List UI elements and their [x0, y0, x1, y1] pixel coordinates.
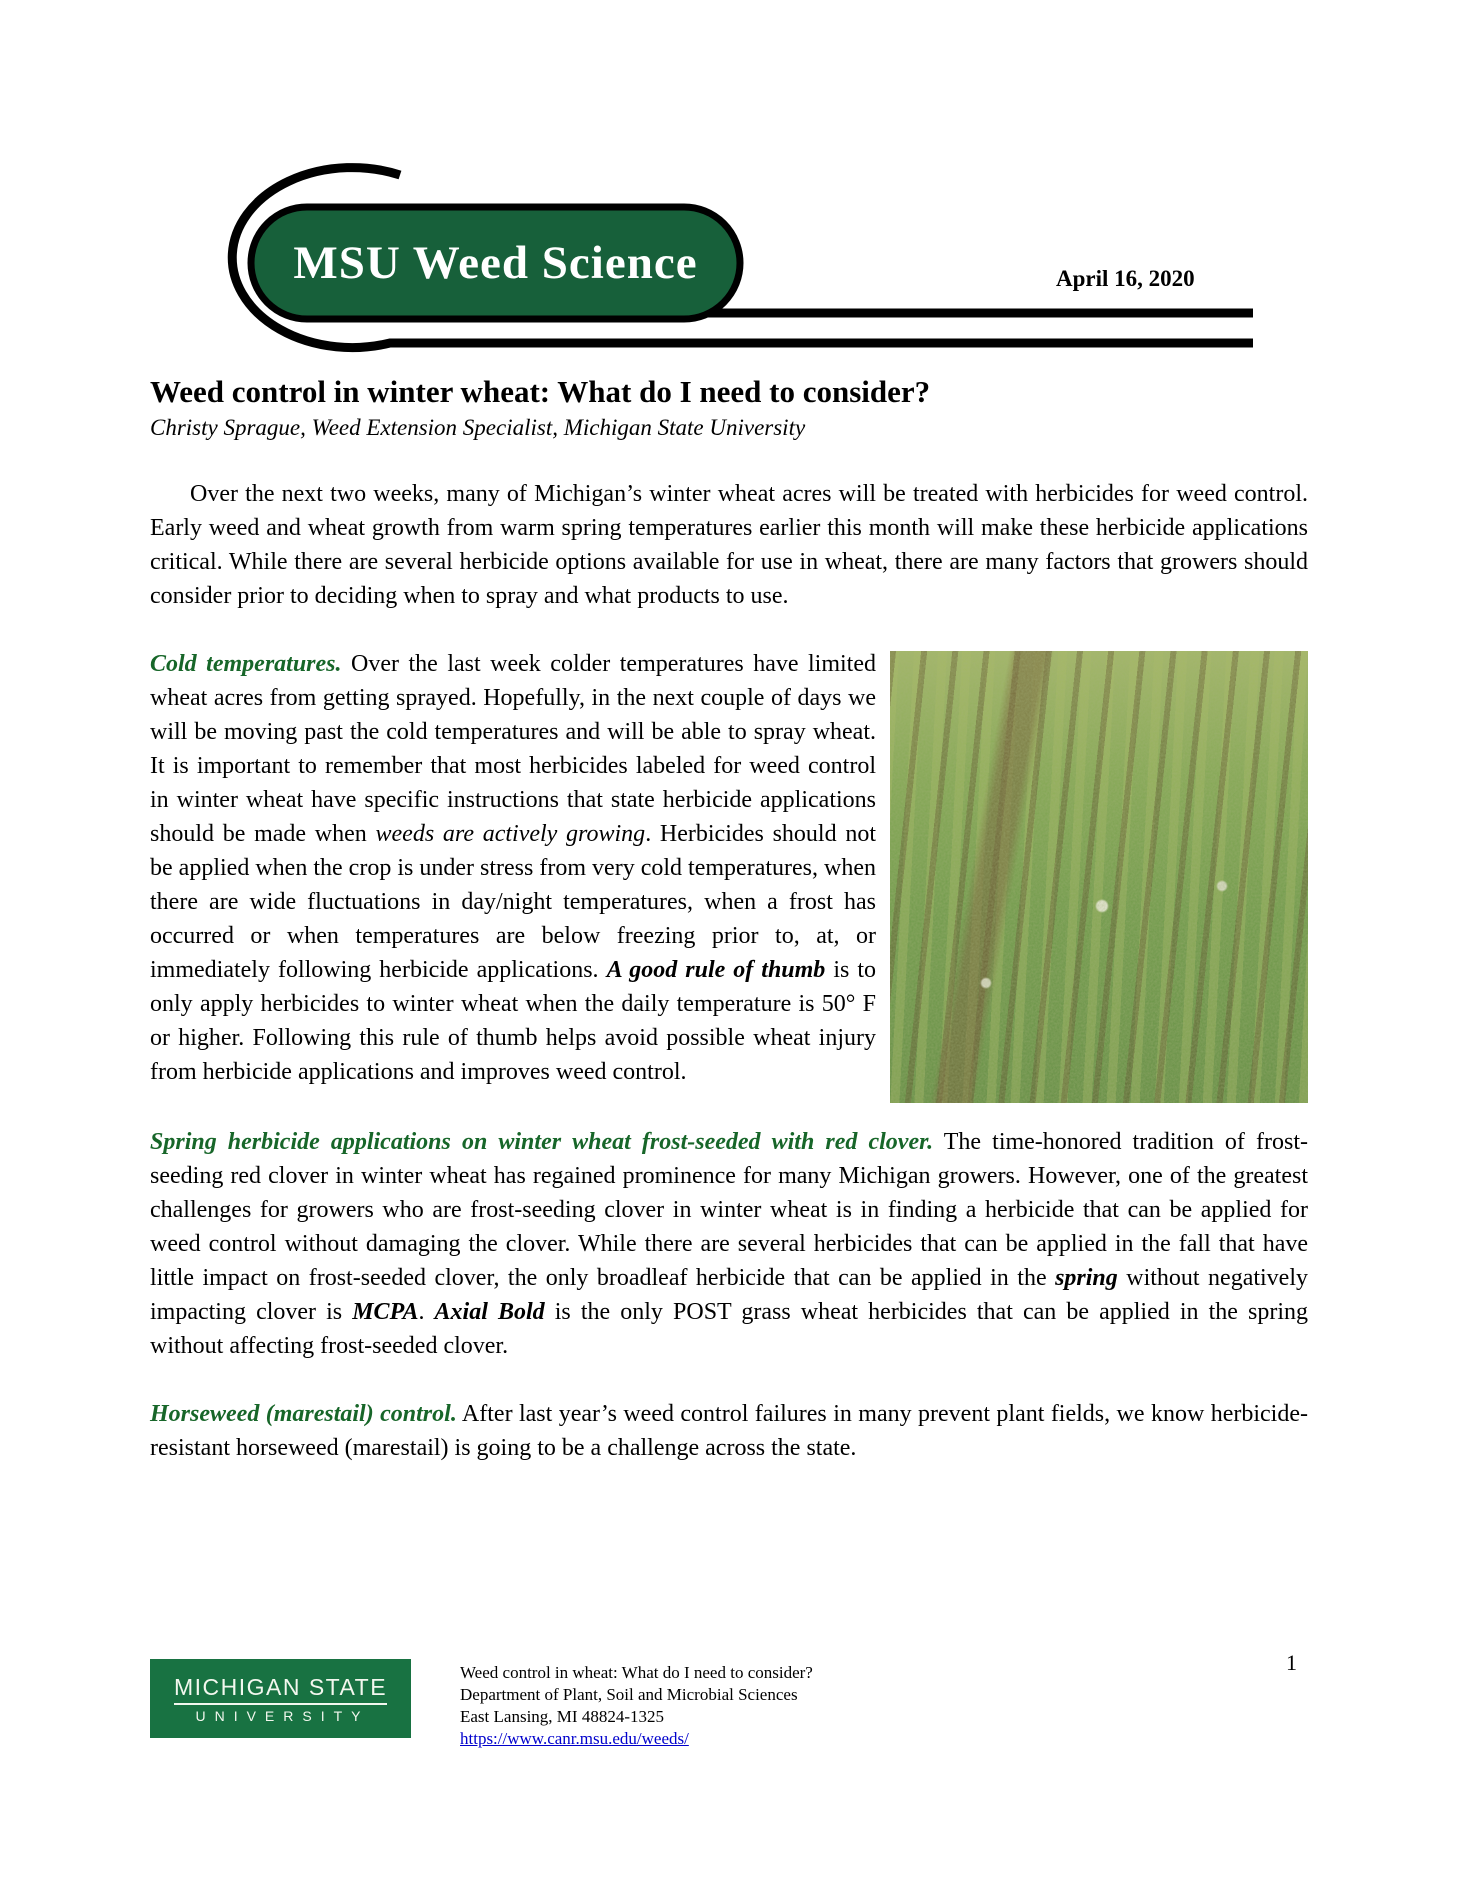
masthead-logo-text: MSU Weed Science — [293, 237, 698, 289]
wheat-field-photo — [890, 651, 1308, 1103]
weeds-website-link[interactable]: https://www.canr.msu.edu/weeds/ — [460, 1729, 689, 1748]
issue-date: April 16, 2020 — [1056, 266, 1195, 291]
msu-wordmark — [150, 1659, 411, 1738]
msu-wordmark-line2: UNIVERSITY — [195, 1707, 370, 1724]
photo-grain-texture — [890, 651, 1308, 1103]
intro-paragraph: Over the next two weeks, many of Michigan’s winter wheat acres will be treated with herbicides for weed control. Early weed and wheat growth from warm spring temperatures earlier this month will make these herbicide applications critical. While there are several herbicide options available for use in wheat, there are many factors that growers should consider prior to deciding when to spray and what products to use. — [150, 481, 1308, 609]
author-byline: Christy Sprague, Weed Extension Specialist, Michigan State University — [150, 415, 806, 440]
msu-wordmark-line1: MICHIGAN STATE — [174, 1674, 387, 1705]
cold-temperatures-paragraph: Cold temperatures. Over the last week colder temperatures have limited wheat acres from getting sprayed. Hopefully, in the next couple of days we will be moving past the cold temperatures and will be able to spray wheat. It is important to remember that most herbicides labeled for weed control in winter wheat have specific instructions that state herbicide applications should be made when weeds are actively growing. Herbicides should not be applied when the crop is under stress from very cold temperatures, when there are wide fluctuations in day/night temperatures, when a frost has occurred or when temperatures are below freezing prior to, at, or immediately following herbicide applications. A good rule of thumb is to only apply herbicides to winter wheat when the daily temperature is 50° F or higher. Following this rule of thumb helps avoid possible wheat injury from herbicide applications and improves weed control. — [150, 651, 876, 1085]
footer-contact-block — [460, 1662, 813, 1750]
footer-doc-title: Weed control in wheat: What do I need to consider? — [460, 1663, 813, 1682]
footer-address: East Lansing, MI 48824-1325 — [460, 1707, 664, 1726]
cold-temperatures-section — [150, 647, 1308, 1089]
article-body — [150, 374, 1308, 1465]
spring-herbicide-paragraph: Spring herbicide applications on winter wheat frost-seeded with red clover. The time-honored tradition of frost-seeding red clover in winter wheat has regained prominence for many Michigan growers. However, one of the greatest challenges for growers who are frost-seeding clover in winter wheat is in finding a herbicide that can be applied for weed control without damaging the clover. While there are several herbicides that can be applied in the fall that have little impact on frost-seeded clover, the only broadleaf herbicide that can be applied in the spring without negatively impacting clover is MCPA. Axial Bold is the only POST grass wheat herbicides that can be applied in the spring without affecting frost-seeded clover. — [150, 1129, 1308, 1359]
footer-department: Department of Plant, Soil and Microbial Sciences — [460, 1685, 798, 1704]
article-title: Weed control in winter wheat: What do I need to consider? — [150, 374, 931, 409]
page-number: 1 — [1286, 1650, 1297, 1675]
horseweed-paragraph: Horseweed (marestail) control. After last year’s weed control failures in many prevent plant fields, we know herbicide-resistant horseweed (marestail) is going to be a challenge across the state. — [150, 1401, 1308, 1461]
